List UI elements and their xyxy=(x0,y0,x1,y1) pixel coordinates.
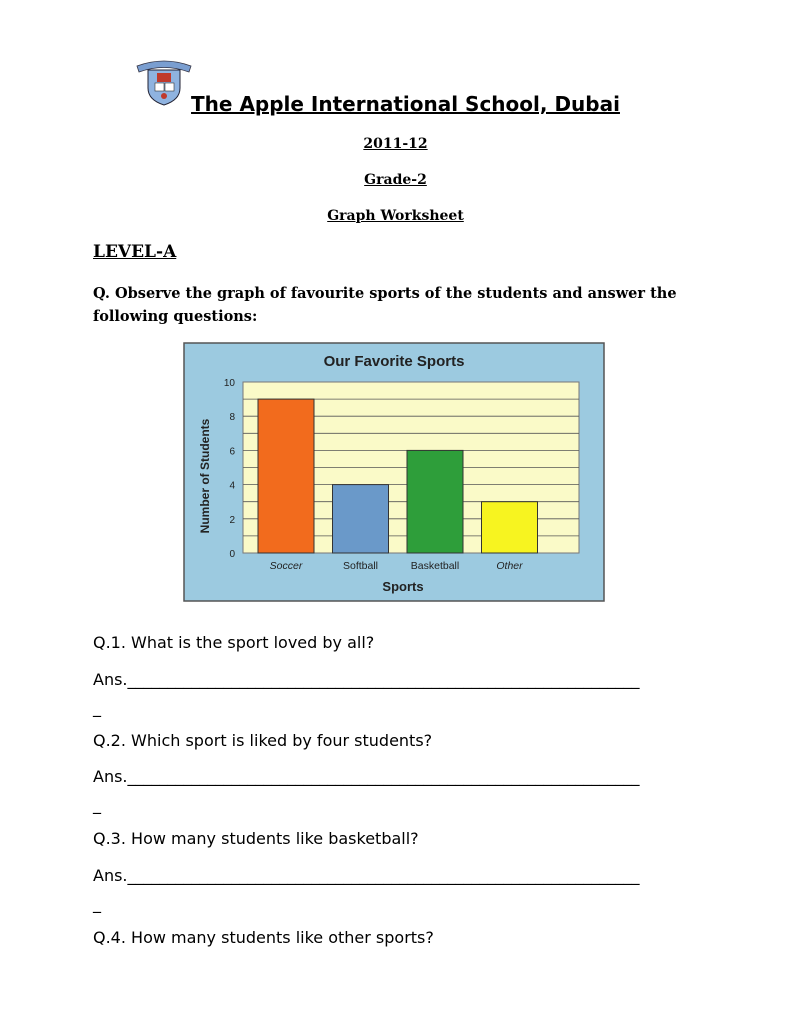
school-year: 2011-12 xyxy=(363,136,428,152)
y-tick-label: 2 xyxy=(229,514,235,526)
question-intro: Q. Observe the graph of favourite sports of the students and answer the following questions: xyxy=(93,285,677,325)
y-axis-label: Number of Students xyxy=(198,418,212,534)
bar-other xyxy=(482,502,538,553)
level-heading: LEVEL-A xyxy=(93,242,177,262)
grade-label: Grade-2 xyxy=(364,172,427,188)
bar-soccer xyxy=(258,399,314,553)
answer-line-1[interactable]: Ans.________________________________________________________________ xyxy=(93,670,640,689)
x-tick-label: Basketball xyxy=(410,560,460,572)
y-tick-label: 8 xyxy=(229,412,235,424)
y-tick-label: 6 xyxy=(229,446,235,458)
x-tick-label: Other xyxy=(496,560,523,572)
question-1: Q.1. What is the sport loved by all? xyxy=(93,633,375,652)
bar-basketball xyxy=(407,450,463,553)
question-4: Q.4. How many students like other sports? xyxy=(93,928,434,947)
answer-line-3[interactable]: Ans.________________________________________________________________ xyxy=(93,866,640,885)
y-tick-label: 4 xyxy=(229,480,235,492)
y-tick-label: 10 xyxy=(223,378,235,389)
answer-line-2-tail: _ xyxy=(93,795,101,814)
answer-line-1-tail: _ xyxy=(93,698,101,717)
y-tick-label: 0 xyxy=(229,549,235,560)
x-tick-label: Soccer xyxy=(269,560,303,572)
x-axis-label: Sports xyxy=(382,579,424,594)
question-3: Q.3. How many students like basketball? xyxy=(93,829,419,848)
chart-title: Our Favorite Sports xyxy=(323,353,465,370)
answer-line-2[interactable]: Ans.________________________________________________________________ xyxy=(93,767,640,786)
question-2: Q.2. Which sport is liked by four students? xyxy=(93,731,433,750)
x-tick-label: Softball xyxy=(342,560,379,572)
bar-softball xyxy=(333,485,389,553)
sports-bar-chart xyxy=(183,342,605,602)
worksheet-title: Graph Worksheet xyxy=(327,208,464,224)
school-title: The Apple International School, Dubai xyxy=(191,92,620,116)
answer-line-3-tail: _ xyxy=(93,894,101,913)
